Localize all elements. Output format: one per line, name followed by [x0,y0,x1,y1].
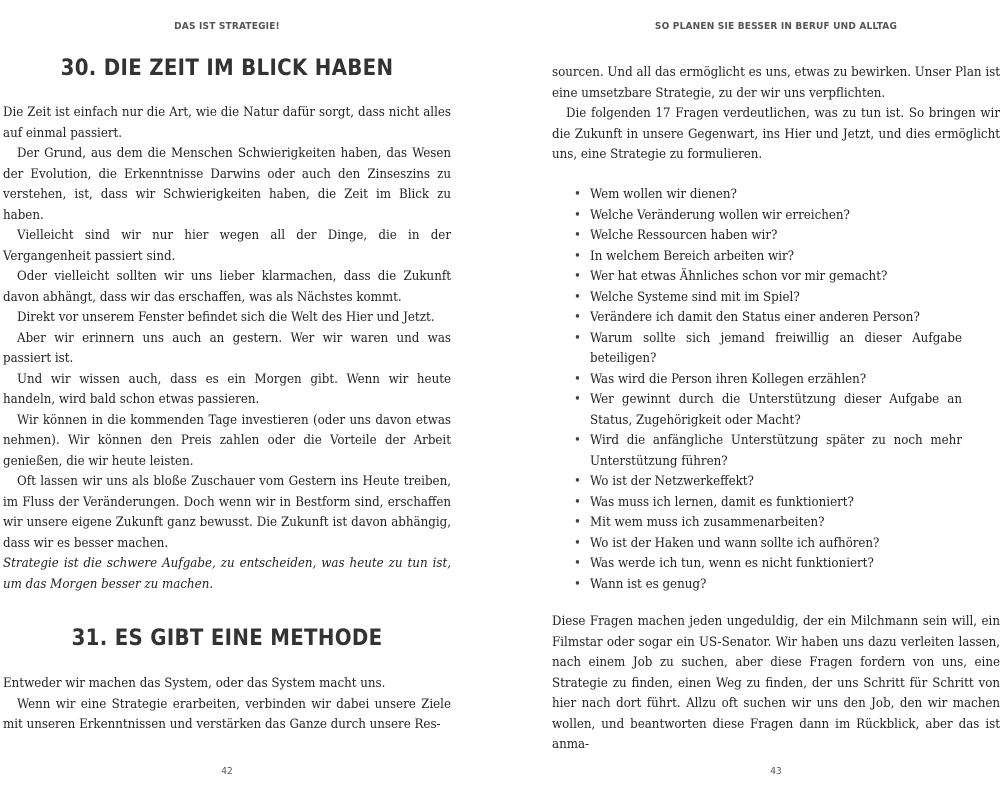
list-item-text: Wo ist der Haken und wann sollte ich aufhören? [590,535,880,551]
paragraph: Vielleicht sind wir nur hier wegen all der Dinge, die in der Vergangenheit passiert sind. [3,228,451,264]
bullet-icon: • [574,330,581,346]
list-item-text: Was werde ich tun, wenn es nicht funktioniert? [590,556,874,571]
list-item [572,390,962,431]
bullet-icon: • [574,187,581,202]
bullet-icon: • [574,269,581,284]
chapter-31-title: 31. ES GIBT EINE METHODE [71,626,383,651]
paragraph: Direkt vor unserem Fenster befindet sich die Welt des Hier und Jetzt. [17,310,435,325]
list-item-text: In welchem Bereich arbeiten wir? [590,248,794,264]
bullet-icon: • [574,494,581,510]
list-item-text: Wann ist es genug? [590,576,707,592]
list-item-text: Wer gewinnt durch die Unterstützung dieser Aufgabe an Status, Zugehörigkeit oder Macht? [590,392,962,428]
left-page [3,0,451,800]
list-item-text: Verändere ich damit den Status einer anderen Person? [590,310,920,325]
chapter-30-body [3,103,451,595]
bullet-icon: • [574,576,581,592]
paragraph: Die folgenden 17 Fragen verdeutlichen, was zu tun ist. So bringen wir die Zukunft in unsere Gegenwart, ins Hier und Jetzt, und dies ermöglicht uns, eine Strategie zu formulieren. [552,106,1000,162]
list-item [572,575,962,596]
list-item [572,534,962,555]
chapter-30-title: 30. DIE ZEIT IM BLICK HABEN [60,56,394,81]
bullet-icon: • [574,392,581,407]
italic-quote: Strategie ist die schwere Aufgabe, zu entscheiden, was heute zu tun ist, um das Morgen besser zu machen. [3,556,451,592]
page-number-left: 42 [221,766,233,777]
list-item-text: Wo ist der Netzwerkeffekt? [590,474,754,489]
list-item-text: Welche Ressourcen haben wir? [590,228,778,243]
closing-body [552,612,1000,756]
list-item-text: Wird die anfängliche Unterstützung später zu noch mehr Unterstützung führen? [590,433,962,469]
list-item [572,308,962,329]
list-item [572,370,962,391]
list-item [572,513,962,534]
list-item-text: Welche Veränderung wollen wir erreichen? [590,207,850,223]
list-item-text: Welche Systeme sind mit im Spiel? [590,289,800,305]
running-head-right: SO PLANEN SIE BESSER IN BERUF UND ALLTAG [654,21,898,32]
paragraph: Aber wir erinnern uns auch an gestern. Wer wir waren und was passiert ist. [3,330,451,366]
paragraph: Und wir wissen auch, dass es ein Morgen gibt. Wenn wir heute handeln, wird bald schon etwas passieren. [3,371,451,407]
paragraph: Wenn wir eine Strategie erarbeiten, verbinden wir dabei unsere Ziele mit unseren Erkenntnissen und verstärken das Ganze durch unsere Res- [3,696,451,732]
paragraph: Der Grund, aus dem die Menschen Schwierigkeiten haben, das Wesen der Evolution, die Erkenntnisse Darwins oder auch den Zinseszins zu verstehen, ist, dass wir Schwierigkeiten haben, die Zeit im Blick zu haben. [3,146,451,223]
paragraph: Wir können in die kommenden Tage investieren (oder uns davon etwas nehmen). Wir können den Preis zahlen oder die Vorteile der Arbeit genießen, die wir heute leisten. [3,412,451,469]
bullet-icon: • [574,433,581,448]
list-item [572,493,962,514]
list-item-text: Wem wollen wir dienen? [590,187,737,202]
bullet-icon: • [574,310,581,325]
bullet-icon: • [574,556,581,571]
list-item-text: Warum sollte sich jemand freiwillig an dieser Aufgabe beteiligen? [590,330,962,366]
bullet-icon: • [574,515,581,530]
bullet-icon: • [574,289,581,305]
questions-list [572,185,962,595]
bullet-icon: • [574,248,581,264]
running-head-left: DAS IST STRATEGIE! [174,21,280,32]
paragraph: sourcen. Und all das ermöglicht es uns, etwas zu bewirken. Unser Plan ist eine umsetzbare Strategie, zu der wir uns verpflichten. [552,65,1000,101]
paragraph: Entweder wir machen das System, oder das System macht uns. [3,676,386,691]
list-item [572,206,962,227]
list-item [572,554,962,575]
list-item [572,329,962,370]
list-item [572,472,962,493]
list-item [572,226,962,247]
paragraph: Oft lassen wir uns als bloße Zuschauer vom Gestern ins Heute treiben, im Fluss der Veränderungen. Doch wenn wir in Bestform sind, erschaffen wir unsere eigene Zukunft ganz bewusst. Die Zukunft ist davon abhängig, dass wir es besser machen. [3,474,451,551]
right-page [552,0,1000,800]
list-item-text: Mit wem muss ich zusammenarbeiten? [590,515,825,530]
list-item [572,288,962,309]
list-item-text: Was muss ich lernen, damit es funktioniert? [590,494,854,510]
chapter-31-body [3,674,451,736]
list-item [572,247,962,268]
bullet-icon: • [574,474,581,489]
paragraph: Die Zeit ist einfach nur die Art, wie die Natur dafür sorgt, dass nicht alles auf einmal passiert. [3,105,451,141]
bullet-icon: • [574,535,581,551]
list-item-text: Was wird die Person ihren Kollegen erzählen? [590,371,867,387]
page-number-right: 43 [770,766,782,777]
bullet-icon: • [574,228,581,243]
list-item [572,185,962,206]
list-item [572,431,962,472]
list-item [572,267,962,288]
paragraph: Diese Fragen machen jeden ungeduldig, der ein Milchmann sein will, ein Filmstar oder sogar ein US-Senator. Wir haben uns dazu verleiten lassen, nach einem Job zu suchen, aber diese Fragen fordern von uns, eine Strategie zu finden, einen Weg zu finden, der uns Schritt für Schritt von hier nach dort führt. Allzu oft suchen wir uns den Job, den wir machen wollen, und beantworten diese Fragen dann im Rückblick, aber das ist anma- [552,614,1000,752]
bullet-icon: • [574,371,581,387]
list-item-text: Wer hat etwas Ähnliches schon vor mir gemacht? [590,269,888,284]
bullet-icon: • [574,207,581,223]
intro-body [552,63,1000,166]
paragraph: Oder vielleicht sollten wir uns lieber klarmachen, dass die Zukunft davon abhängt, dass wir das erschaffen, was als Nächstes kommt. [3,269,451,305]
